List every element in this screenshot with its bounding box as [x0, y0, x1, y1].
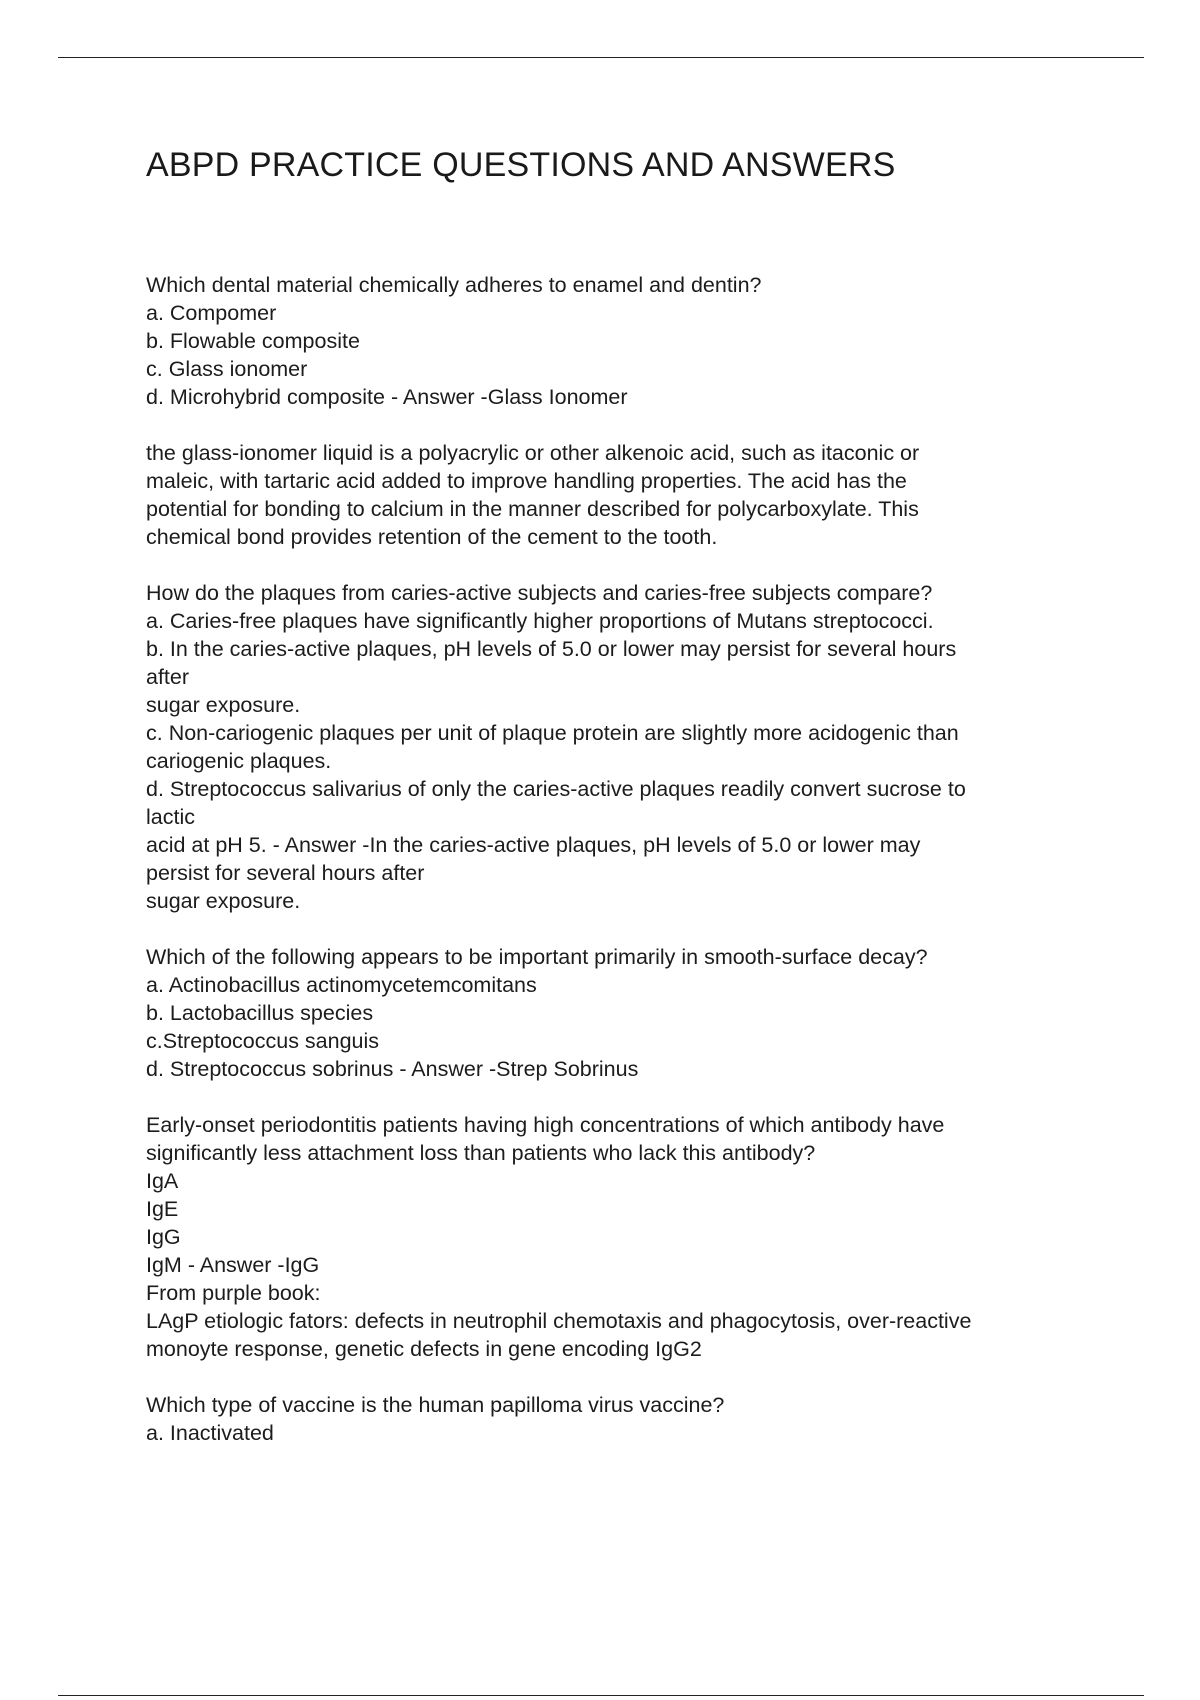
text-line: c. Non-cariogenic plaques per unit of plaque protein are slightly more acidogenic than: [146, 721, 959, 745]
text-block: [146, 1391, 1106, 1447]
text-line: a. Inactivated: [146, 1421, 274, 1445]
text-line: Which type of vaccine is the human papilloma virus vaccine?: [146, 1393, 725, 1417]
text-line: c. Glass ionomer: [146, 357, 308, 381]
text-line: d. Streptococcus salivarius of only the caries-active plaques readily convert sucrose to: [146, 777, 966, 801]
text-line: a. Caries-free plaques have significantly higher proportions of Mutans streptococci.: [146, 609, 934, 633]
text-line: a. Actinobacillus actinomycetemcomitans: [146, 973, 537, 997]
text-block: [146, 439, 1106, 551]
text-line: Early-onset periodontitis patients having high concentrations of which antibody have: [146, 1113, 945, 1137]
text-line: From purple book:: [146, 1281, 321, 1305]
text-line: Which dental material chemically adheres to enamel and dentin?: [146, 273, 762, 297]
text-line: maleic, with tartaric acid added to improve handling properties. The acid has the: [146, 469, 907, 493]
text-line: d. Microhybrid composite - Answer -Glass Ionomer: [146, 385, 628, 409]
text-line: potential for bonding to calcium in the manner described for polycarboxylate. This: [146, 497, 919, 521]
text-block: [146, 271, 1106, 411]
text-line: b. Flowable composite: [146, 329, 360, 353]
text-line: c.Streptococcus sanguis: [146, 1029, 380, 1053]
header-rule: [58, 57, 1144, 58]
text-line: a. Compomer: [146, 301, 277, 325]
text-line: LAgP etiologic fators: defects in neutrophil chemotaxis and phagocytosis, over-reactive: [146, 1309, 972, 1333]
text-line: IgM - Answer -IgG: [146, 1253, 320, 1277]
text-line: IgG: [146, 1225, 181, 1249]
text-line: persist for several hours after: [146, 861, 425, 885]
text-line: b. In the caries-active plaques, pH levels of 5.0 or lower may persist for several hours: [146, 637, 957, 661]
text-line: Which of the following appears to be important primarily in smooth-surface decay?: [146, 945, 928, 969]
text-line: IgA: [146, 1169, 179, 1193]
text-line: How do the plaques from caries-active subjects and caries-free subjects compare?: [146, 581, 933, 605]
text-block: [146, 579, 1106, 915]
text-line: significantly less attachment loss than patients who lack this antibody?: [146, 1141, 816, 1165]
text-line: chemical bond provides retention of the cement to the tooth.: [146, 525, 718, 549]
page-title: ABPD PRACTICE QUESTIONS AND ANSWERS: [146, 146, 896, 184]
text-line: lactic: [146, 805, 195, 829]
text-line: b. Lactobacillus species: [146, 1001, 374, 1025]
text-block: [146, 943, 1106, 1083]
text-line: acid at pH 5. - Answer -In the caries-active plaques, pH levels of 5.0 or lower may: [146, 833, 921, 857]
text-line: the glass-ionomer liquid is a polyacrylic or other alkenoic acid, such as itaconic or: [146, 441, 920, 465]
text-line: cariogenic plaques.: [146, 749, 332, 773]
text-line: sugar exposure.: [146, 693, 301, 717]
text-line: IgE: [146, 1197, 179, 1221]
document-body: [146, 271, 1106, 1475]
text-line: d. Streptococcus sobrinus - Answer -Strep Sobrinus: [146, 1057, 639, 1081]
text-line: sugar exposure.: [146, 889, 301, 913]
text-line: monoyte response, genetic defects in gene encoding IgG2: [146, 1337, 702, 1361]
footer-rule: [58, 1695, 1144, 1696]
text-block: [146, 1111, 1106, 1363]
text-line: after: [146, 665, 190, 689]
